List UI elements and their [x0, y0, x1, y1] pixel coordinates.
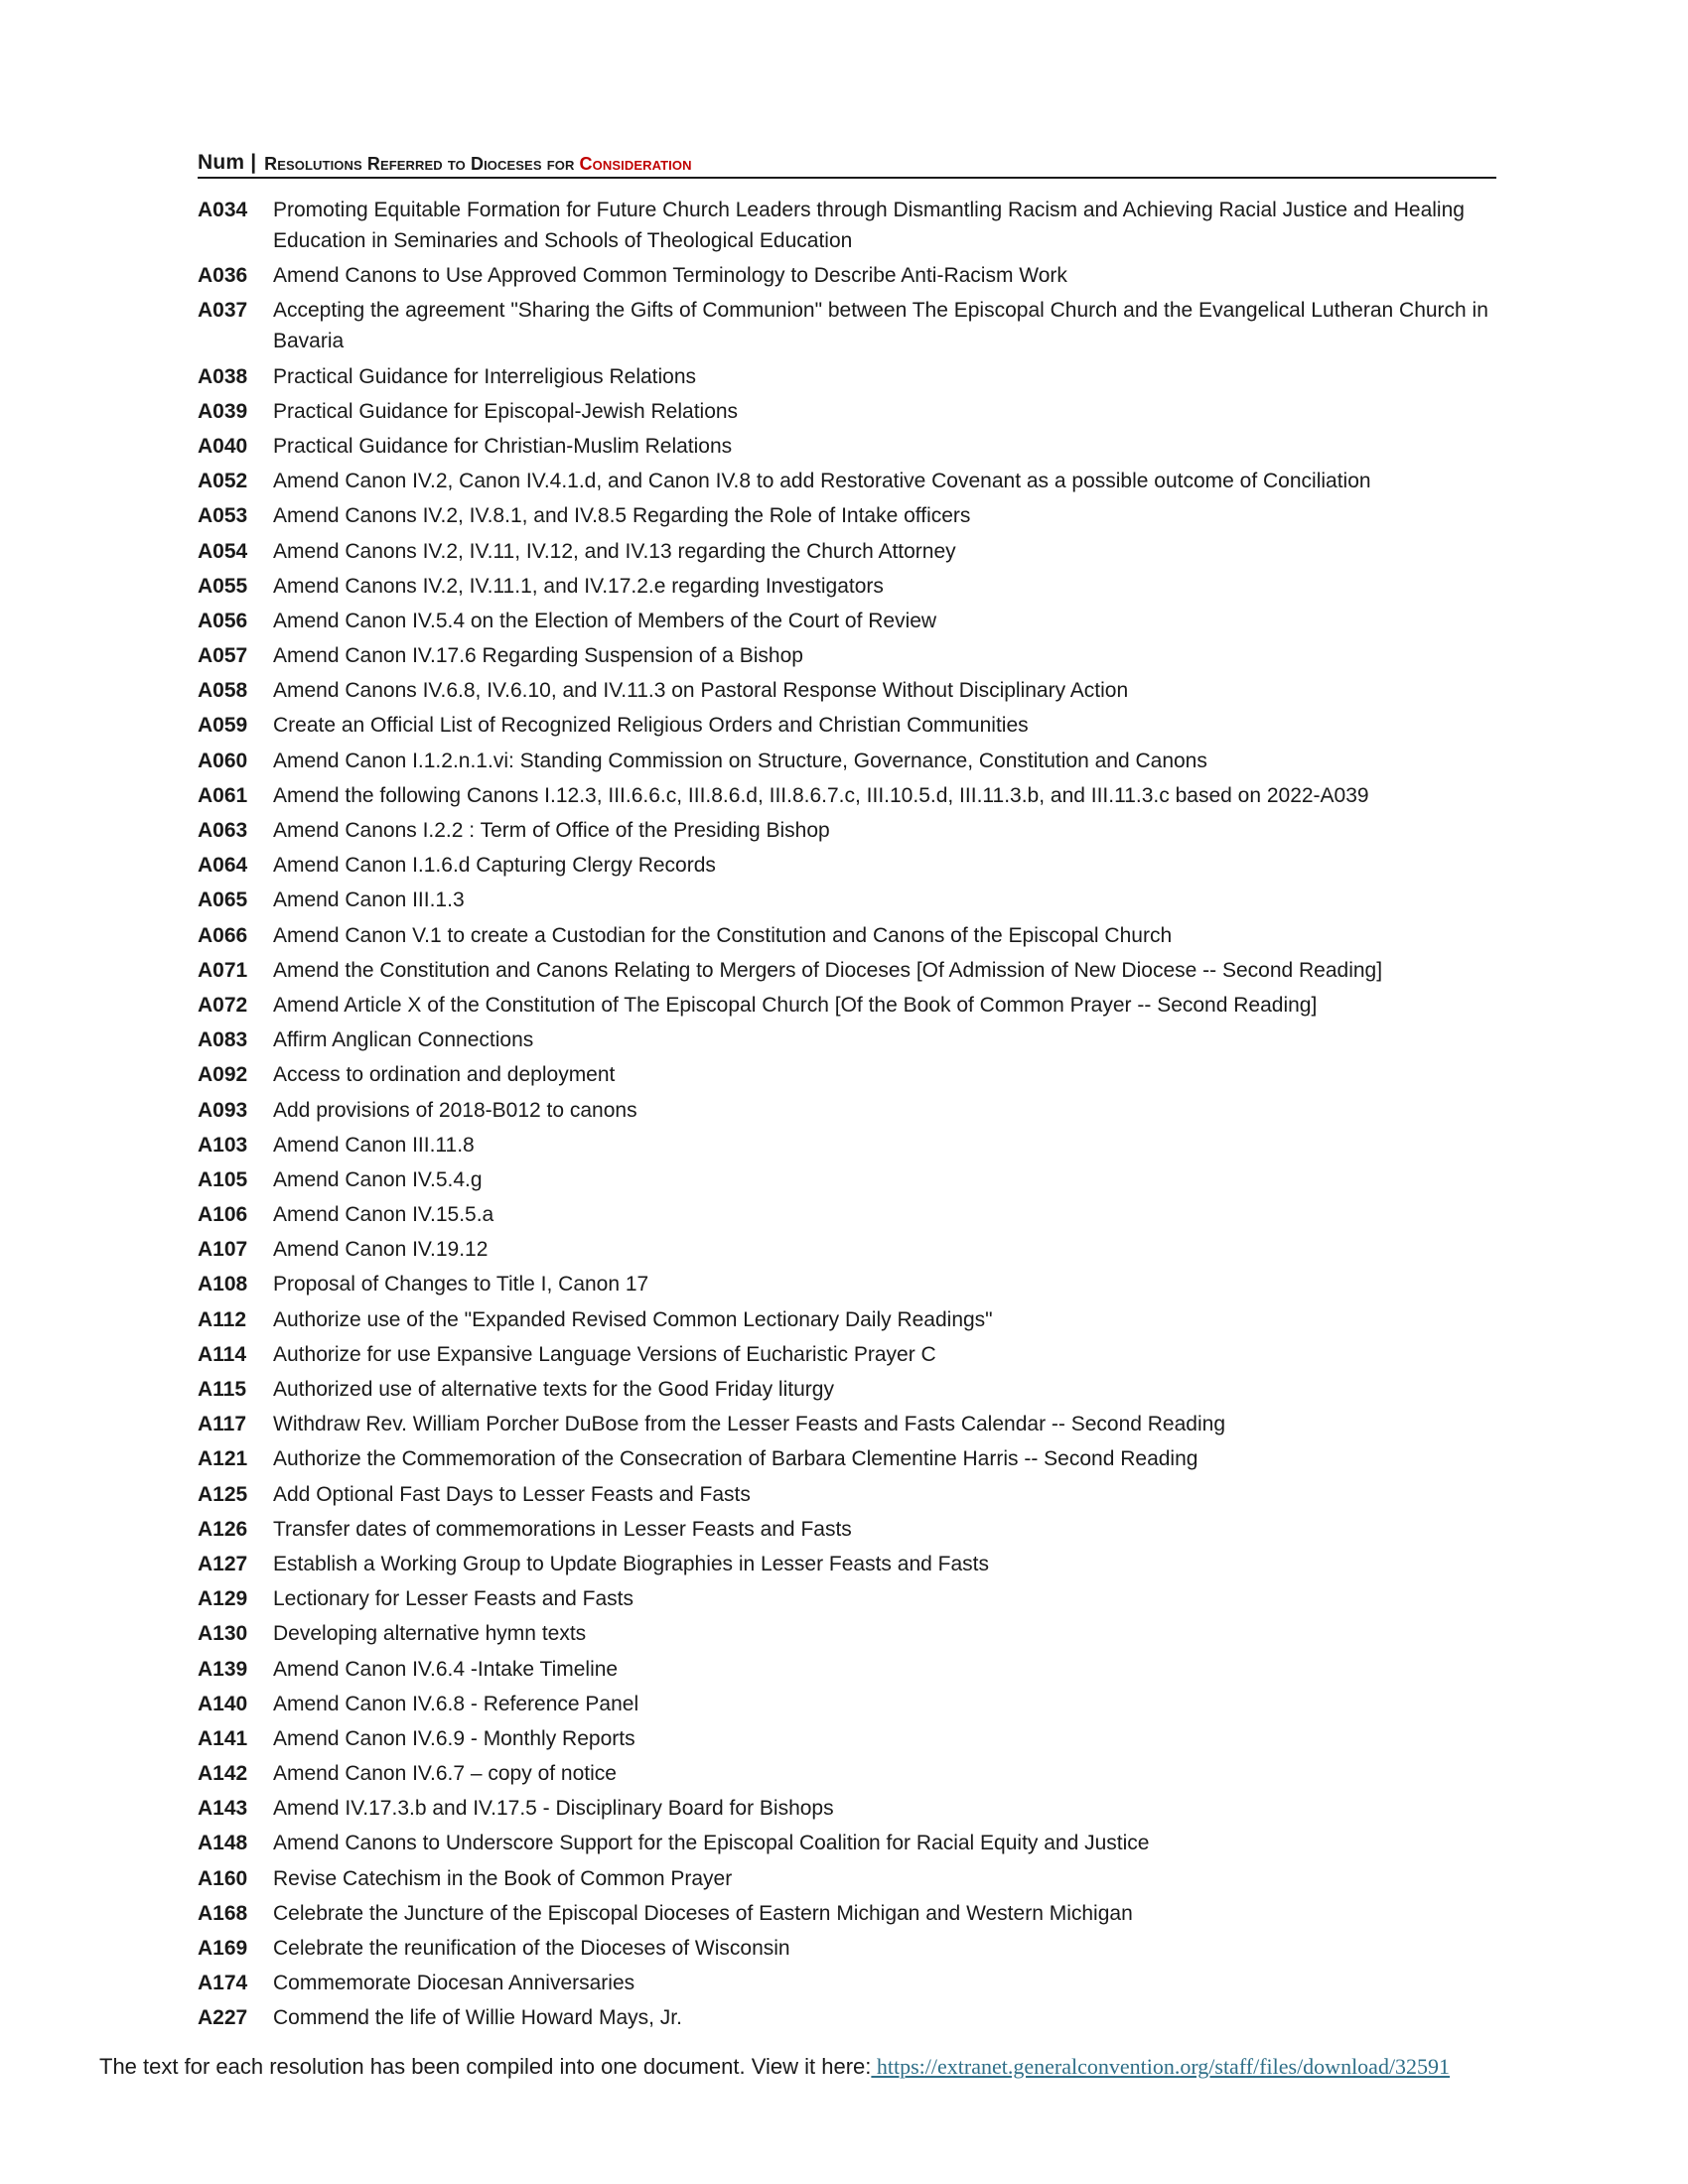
resolution-row	[198, 1828, 1498, 1858]
resolution-title: Establish a Working Group to Update Biographies in Lesser Feasts and Fasts	[273, 1552, 989, 1575]
header-separator: |	[250, 151, 257, 174]
resolution-row	[198, 640, 1498, 671]
resolution-title: Amend Canons IV.2, IV.11, IV.12, and IV.13 regarding the Church Attorney	[273, 539, 956, 563]
resolution-row	[198, 955, 1498, 986]
resolution-row	[198, 1024, 1498, 1055]
resolution-row	[198, 850, 1498, 881]
resolution-number: A148	[198, 1832, 248, 1855]
resolution-number: A057	[198, 644, 248, 668]
resolution-number: A107	[198, 1238, 248, 1262]
resolution-row	[198, 1968, 1498, 1998]
footer-text: The text for each resolution has been compiled into one document. View it here:	[99, 2054, 872, 2079]
resolution-title: Amend Canons IV.2, IV.11.1, and IV.17.2.e regarding Investigators	[273, 574, 884, 598]
resolution-title: Commend the life of Willie Howard Mays, Jr.	[273, 2006, 682, 2030]
resolution-row	[198, 396, 1498, 427]
resolution-row	[198, 1304, 1498, 1335]
header-title-accent: Consideration	[579, 154, 692, 174]
resolution-row	[198, 780, 1498, 811]
resolution-row	[198, 260, 1498, 291]
resolution-row	[198, 1898, 1498, 1929]
resolution-row	[198, 361, 1498, 392]
resolution-number: A141	[198, 1726, 248, 1750]
resolution-title: Practical Guidance for Christian-Muslim Relations	[273, 434, 733, 458]
resolution-number: A092	[198, 1063, 248, 1087]
resolution-title: Amend Canon IV.2, Canon IV.4.1.d, and Canon IV.8 to add Restorative Covenant as a possible outcome of Conciliation	[273, 470, 1371, 493]
resolution-number: A072	[198, 993, 248, 1017]
resolution-row	[198, 710, 1498, 741]
resolution-title: Amend Canon I.1.6.d Capturing Clergy Records	[273, 854, 716, 878]
resolution-number: A169	[198, 1937, 248, 1960]
num-column-header: Num	[198, 151, 245, 174]
resolution-row	[198, 1339, 1498, 1370]
resolution-title: Accepting the agreement "Sharing the Gifts of Communion" between The Episcopal Church and the Evangelical Lutheran Church in Bavaria	[273, 299, 1488, 353]
resolution-row	[198, 1199, 1498, 1230]
resolution-number: A039	[198, 399, 248, 423]
resolution-row	[198, 295, 1498, 356]
resolution-number: A054	[198, 539, 248, 563]
document-download-link[interactable]: https://extranet.generalconvention.org/staff/files/download/32591	[871, 2054, 1451, 2079]
resolution-row	[198, 536, 1498, 567]
table-header	[198, 147, 1496, 179]
resolution-number: A066	[198, 923, 248, 947]
resolution-number: A114	[198, 1342, 247, 1366]
resolution-number: A061	[198, 783, 248, 807]
resolution-number: A053	[198, 504, 248, 528]
resolution-title: Transfer dates of commemorations in Lesser Feasts and Fasts	[273, 1517, 852, 1541]
resolution-row	[198, 990, 1498, 1021]
resolution-number: A112	[198, 1307, 247, 1331]
resolution-title: Amend Canon IV.17.6 Regarding Suspension of a Bishop	[273, 644, 803, 668]
resolution-title: Amend Canon IV.6.9 - Monthly Reports	[273, 1726, 635, 1750]
resolution-number: A063	[198, 819, 248, 842]
resolution-title: Amend the following Canons I.12.3, III.6.6.c, III.8.6.d, III.8.6.7.c, III.10.5.d, III.11.3.b, and III.11.3.c based on 2022-A039	[273, 783, 1369, 807]
resolution-title: Amend Canons to Use Approved Common Terminology to Describe Anti-Racism Work	[273, 264, 1067, 288]
resolution-title: Withdraw Rev. William Porcher DuBose from the Lesser Feasts and Fasts Calendar -- Second Reading	[273, 1413, 1225, 1436]
resolution-title: Revise Catechism in the Book of Common Prayer	[273, 1866, 733, 1890]
resolution-row	[198, 1409, 1498, 1439]
resolution-row	[198, 1758, 1498, 1789]
resolution-row	[198, 1374, 1498, 1405]
resolution-title: Amend Canon IV.19.12	[273, 1238, 489, 1262]
resolution-number: A052	[198, 470, 248, 493]
resolution-row	[198, 1689, 1498, 1719]
resolution-title: Amend Canon V.1 to create a Custodian for the Constitution and Canons of the Episcopal Church	[273, 923, 1173, 947]
resolution-title: Practical Guidance for Episcopal-Jewish Relations	[273, 399, 739, 423]
resolution-title: Authorize for use Expansive Language Versions of Eucharistic Prayer C	[273, 1342, 936, 1366]
resolution-number: A071	[198, 958, 248, 982]
header-title-prefix: Resolutions Referred to Dioceses for	[264, 154, 575, 174]
resolution-row	[198, 1549, 1498, 1579]
resolution-row	[198, 1234, 1498, 1265]
resolution-row	[198, 1863, 1498, 1894]
resolution-title: Create an Official List of Recognized Religious Orders and Christian Communities	[273, 714, 1029, 738]
resolution-number: A036	[198, 264, 248, 288]
resolution-number: A106	[198, 1203, 248, 1227]
resolution-title: Amend Canon III.11.8	[273, 1133, 475, 1157]
resolution-number: A168	[198, 1901, 248, 1925]
resolution-title: Promoting Equitable Formation for Future Church Leaders through Dismantling Racism and Achieving Racial Justice and Healing Education in Seminaries and Schools of Theological Education	[273, 199, 1465, 252]
resolution-row	[198, 1583, 1498, 1614]
resolution-title: Practical Guidance for Interreligious Relations	[273, 364, 697, 388]
resolution-row	[198, 431, 1498, 462]
resolution-title: Developing alternative hymn texts	[273, 1622, 587, 1646]
resolution-number: A121	[198, 1447, 248, 1471]
resolution-title: Amend Canon IV.6.7 – copy of notice	[273, 1762, 617, 1786]
resolution-title: Amend Canon I.1.2.n.1.vi: Standing Commission on Structure, Governance, Constitution and Canons	[273, 749, 1207, 772]
resolution-number: A060	[198, 749, 248, 772]
resolutions-column-header	[264, 154, 691, 175]
resolution-number: A103	[198, 1133, 248, 1157]
resolution-title: Amend Canons to Underscore Support for the Episcopal Coalition for Racial Equity and Justice	[273, 1832, 1150, 1855]
resolution-row	[198, 1514, 1498, 1545]
resolution-title: Celebrate the reunification of the Dioceses of Wisconsin	[273, 1937, 790, 1960]
resolution-number: A040	[198, 434, 248, 458]
resolution-row	[198, 1723, 1498, 1754]
resolution-number: A093	[198, 1098, 248, 1122]
resolution-row	[198, 1618, 1498, 1649]
resolution-title: Access to ordination and deployment	[273, 1063, 616, 1087]
resolution-row	[198, 1443, 1498, 1474]
resolution-number: A059	[198, 714, 248, 738]
resolution-title: Authorized use of alternative texts for the Good Friday liturgy	[273, 1378, 834, 1401]
resolution-row	[198, 885, 1498, 915]
resolution-number: A142	[198, 1762, 248, 1786]
resolution-number: A038	[198, 364, 248, 388]
resolution-title: Amend Canon IV.15.5.a	[273, 1203, 494, 1227]
resolution-row	[198, 606, 1498, 636]
resolution-row	[198, 746, 1498, 776]
resolution-title: Add provisions of 2018-B012 to canons	[273, 1098, 637, 1122]
resolution-row	[198, 1059, 1498, 1090]
resolution-number: A143	[198, 1797, 248, 1821]
resolution-title: Amend Canon IV.5.4.g	[273, 1167, 483, 1191]
resolution-title: Commemorate Diocesan Anniversaries	[273, 1972, 635, 1995]
resolution-number: A129	[198, 1587, 248, 1611]
resolution-row	[198, 1479, 1498, 1510]
resolution-row	[198, 1793, 1498, 1824]
resolution-number: A058	[198, 679, 248, 703]
resolution-number: A108	[198, 1273, 248, 1297]
resolution-title: Amend IV.17.3.b and IV.17.5 - Disciplinary Board for Bishops	[273, 1797, 834, 1821]
resolution-number: A126	[198, 1517, 248, 1541]
resolution-number: A160	[198, 1866, 248, 1890]
resolution-number: A064	[198, 854, 248, 878]
resolution-number: A227	[198, 2006, 248, 2030]
resolution-row	[198, 500, 1498, 531]
resolution-title: Amend Canon IV.5.4 on the Election of Members of the Court of Review	[273, 609, 937, 632]
resolution-number: A140	[198, 1692, 248, 1715]
resolution-row	[198, 815, 1498, 846]
resolution-number: A125	[198, 1482, 248, 1506]
resolution-number: A034	[198, 199, 248, 221]
resolution-number: A139	[198, 1657, 248, 1681]
resolution-title: Amend Article X of the Constitution of The Episcopal Church [Of the Book of Common Prayer -- Second Reading]	[273, 993, 1318, 1017]
resolution-number: A105	[198, 1167, 248, 1191]
resolution-number: A174	[198, 1972, 248, 1995]
resolution-title: Amend Canon IV.6.4 -Intake Timeline	[273, 1657, 619, 1681]
resolution-title: Affirm Anglican Connections	[273, 1028, 534, 1052]
resolution-number: A130	[198, 1622, 248, 1646]
resolution-number: A065	[198, 888, 248, 912]
resolution-row	[198, 920, 1498, 951]
resolution-row	[198, 195, 1498, 256]
resolution-title: Amend Canon III.1.3	[273, 888, 465, 912]
resolution-row	[198, 1095, 1498, 1126]
resolution-title: Add Optional Fast Days to Lesser Feasts and Fasts	[273, 1482, 751, 1506]
resolution-title: Authorize use of the "Expanded Revised Common Lectionary Daily Readings"	[273, 1307, 993, 1331]
resolution-row	[198, 2002, 1498, 2033]
resolution-title: Amend Canons IV.2, IV.8.1, and IV.8.5 Regarding the Role of Intake officers	[273, 504, 971, 528]
resolution-number: A083	[198, 1028, 248, 1052]
resolution-number: A117	[198, 1413, 247, 1436]
resolution-title: Celebrate the Juncture of the Episcopal Dioceses of Eastern Michigan and Western Michigan	[273, 1901, 1133, 1925]
resolution-title: Amend Canon IV.6.8 - Reference Panel	[273, 1692, 639, 1715]
resolution-row	[198, 675, 1498, 706]
resolution-title: Lectionary for Lesser Feasts and Fasts	[273, 1587, 633, 1611]
resolutions-list	[198, 195, 1498, 2038]
resolution-row	[198, 1164, 1498, 1195]
footer-note	[99, 2052, 1509, 2082]
resolution-number: A055	[198, 574, 248, 598]
resolution-row	[198, 466, 1498, 496]
resolution-number: A115	[198, 1378, 247, 1401]
resolution-title: Proposal of Changes to Title I, Canon 17	[273, 1273, 649, 1297]
resolution-number: A056	[198, 609, 248, 632]
resolution-title: Amend the Constitution and Canons Relating to Mergers of Dioceses [Of Admission of New Diocese -- Second Reading]	[273, 958, 1383, 982]
resolution-title: Authorize the Commemoration of the Consecration of Barbara Clementine Harris -- Second Reading	[273, 1447, 1198, 1471]
resolution-number: A127	[198, 1552, 248, 1575]
resolution-row	[198, 1654, 1498, 1685]
resolution-title: Amend Canons I.2.2 : Term of Office of the Presiding Bishop	[273, 819, 830, 842]
resolution-number: A037	[198, 299, 248, 323]
resolution-title: Amend Canons IV.6.8, IV.6.10, and IV.11.3 on Pastoral Response Without Disciplinary Action	[273, 679, 1129, 703]
resolution-row	[198, 1269, 1498, 1299]
resolution-row	[198, 1130, 1498, 1160]
resolution-row	[198, 571, 1498, 602]
resolution-row	[198, 1933, 1498, 1964]
